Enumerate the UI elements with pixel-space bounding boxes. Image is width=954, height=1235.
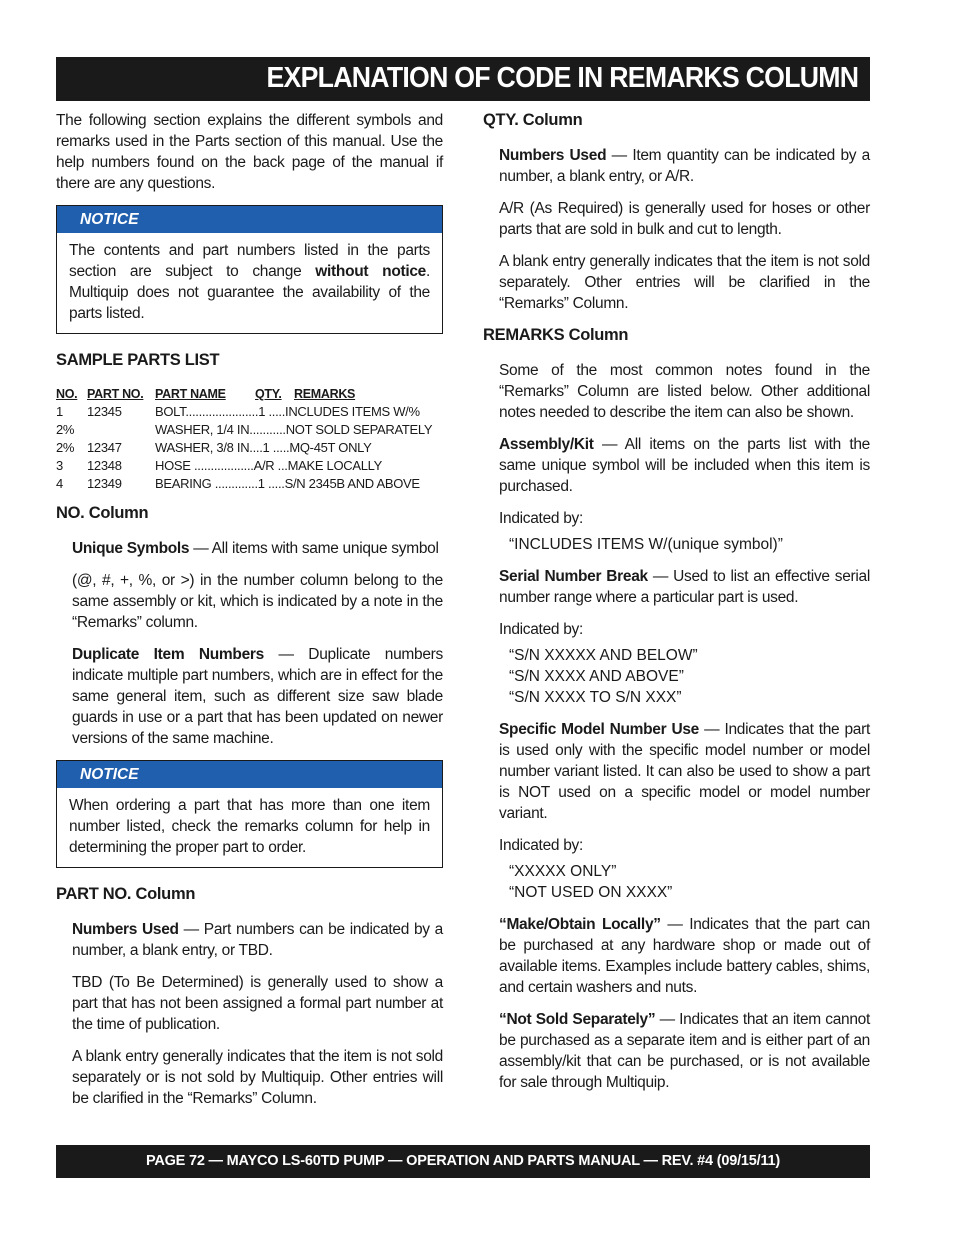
numbers-used-text: — Part numbers can be indicated by a number, a blank entry, or TBD. bbox=[72, 921, 444, 959]
notice-text-a: The contents and part numbers listed in the parts section are subject to change bbox=[69, 242, 430, 280]
not-sold-separately-label: “Not Sold Separately” bbox=[499, 1011, 656, 1028]
indicated-by-label: Indicated by: bbox=[499, 510, 583, 527]
not-sold-separately-text: — Indicates that an item cannot be purchased as a separate item and is either part of an assembly/kit that can be purchased, or is not available for sale through Multiquip. bbox=[499, 1011, 870, 1091]
row-line: WASHER, 1/4 IN...........NOT SOLD SEPARATELY bbox=[155, 422, 433, 437]
sample-parts-heading: SAMPLE PARTS LIST bbox=[56, 351, 220, 369]
model-number-text: — Indicates that the part is used only with the specific model number or model number variant listed. It can also be used to show a part is NOT used on a specific model or model number variant. bbox=[499, 721, 870, 822]
left-column bbox=[56, 110, 443, 1120]
part-no-column-body bbox=[56, 919, 443, 1109]
serial-break-text: — Used to list an effective serial number range where a particular part is used. bbox=[499, 568, 870, 606]
notice-box-1 bbox=[56, 205, 443, 334]
assembly-examples bbox=[499, 534, 870, 555]
model-number-label: Specific Model Number Use bbox=[499, 721, 699, 738]
qty-column-body bbox=[483, 145, 870, 314]
assembly-kit-text: — All items on the parts list with the same unique symbol will be included when this item is purchased. bbox=[499, 436, 870, 495]
row-no: 2% bbox=[56, 422, 75, 437]
serial-break-paragraph bbox=[499, 566, 870, 608]
notice-text-bold: without notice bbox=[315, 263, 426, 280]
col-header-part-name: PART NAME bbox=[155, 387, 226, 401]
notice-label: NOTICE bbox=[57, 761, 442, 788]
table-row bbox=[56, 403, 443, 421]
model-examples bbox=[499, 861, 870, 903]
col-header-no: NO. bbox=[56, 387, 78, 401]
row-line: HOSE ..................A/R ...MAKE LOCALLY bbox=[155, 458, 383, 473]
table-row bbox=[56, 439, 443, 457]
unique-symbols-paragraph bbox=[72, 538, 443, 559]
make-locally-text: — Indicates that the part can be purchased at any hardware shop or made out of available items. Examples include battery cables, shims, and certain washers and nuts. bbox=[499, 916, 870, 996]
table-row bbox=[56, 421, 443, 439]
indicated-by-label: Indicated by: bbox=[499, 837, 583, 854]
intro-paragraph: The following section explains the different symbols and remarks used in the Parts section of this manual. Use the help numbers found on the back page of the manual if there are any questions. bbox=[56, 112, 443, 192]
footer-text: PAGE 72 — MAYCO LS-60TD PUMP — OPERATION AND PARTS MANUAL — REV. #4 (09/15/11) bbox=[145, 1153, 781, 1169]
duplicate-text: — Duplicate numbers indicate multiple part numbers, which are in effect for the same general item, such as different size saw blade guards in use or a part that has been updated on newer versions of the same machine. bbox=[72, 646, 443, 747]
row-part-no: 12347 bbox=[87, 440, 122, 455]
duplicate-label: Duplicate Item Numbers bbox=[72, 646, 264, 663]
numbers-used-label: Numbers Used bbox=[499, 147, 607, 164]
table-row bbox=[56, 457, 443, 475]
model-number-paragraph bbox=[499, 719, 870, 824]
remarks-column-body bbox=[483, 360, 870, 1093]
remarks-column-heading: REMARKS Column bbox=[483, 326, 629, 344]
not-sold-separately-paragraph bbox=[499, 1009, 870, 1093]
notice-box-2 bbox=[56, 760, 443, 868]
qty-blank-paragraph: A blank entry generally indicates that the item is not sold separately. Other entries will be clarified in the “Remarks” Column. bbox=[499, 253, 870, 312]
row-part-no: 12349 bbox=[87, 476, 122, 491]
symbols-paragraph: (@, #, +, %, or >) in the number column belong to the same assembly or kit, which is indicated by a note in the “Remarks” column. bbox=[72, 572, 443, 631]
tbd-paragraph: TBD (To Be Determined) is generally used to show a part that has not been assigned a formal part number at the time of publication. bbox=[72, 974, 443, 1033]
notice-label: NOTICE bbox=[57, 206, 442, 233]
no-column-heading: NO. Column bbox=[56, 504, 149, 522]
table-header-row bbox=[56, 385, 443, 403]
notice-text: When ordering a part that has more than one item number listed, check the remarks column for help in determining the proper part to order. bbox=[69, 797, 430, 856]
remarks-intro-paragraph: Some of the most common notes found in the “Remarks” Column are listed below. Other additional notes needed to describe the item can also be shown. bbox=[499, 362, 870, 421]
example-line: “S/N XXXXX AND BELOW” bbox=[509, 647, 698, 664]
row-no: 3 bbox=[56, 458, 63, 473]
page-footer-bar bbox=[56, 1145, 870, 1178]
row-no: 1 bbox=[56, 404, 63, 419]
no-column-body bbox=[56, 538, 443, 749]
example-line: “INCLUDES ITEMS W/(unique symbol)” bbox=[509, 536, 783, 553]
row-no: 4 bbox=[56, 476, 63, 491]
make-locally-label: “Make/Obtain Locally” bbox=[499, 916, 661, 933]
make-locally-paragraph bbox=[499, 914, 870, 998]
col-header-qty: QTY. bbox=[255, 387, 282, 401]
duplicate-paragraph bbox=[72, 644, 443, 749]
col-header-remarks: REMARKS bbox=[294, 387, 356, 401]
indicated-by-label: Indicated by: bbox=[499, 621, 583, 638]
row-line: WASHER, 3/8 IN....1 .....MQ-45T ONLY bbox=[155, 440, 372, 455]
unique-symbols-text: — All items with same unique symbol bbox=[189, 540, 439, 557]
row-part-no: 12345 bbox=[87, 404, 122, 419]
blank-entry-paragraph: A blank entry generally indicates that the item is not sold separately or is not sold by Multiquip. Other entries will be clarified in the “Remarks” Column. bbox=[72, 1048, 443, 1107]
table-row bbox=[56, 475, 443, 493]
qty-column-heading: QTY. Column bbox=[483, 111, 583, 129]
assembly-kit-label: Assembly/Kit bbox=[499, 436, 594, 453]
example-line: “S/N XXXX TO S/N XXX” bbox=[509, 689, 682, 706]
serial-break-label: Serial Number Break bbox=[499, 568, 648, 585]
notice-text bbox=[57, 233, 442, 333]
row-line: BEARING .............1 .....S/N 2345B AND ABOVE bbox=[155, 476, 420, 491]
part-numbers-used-paragraph bbox=[72, 919, 443, 961]
row-part-no: 12348 bbox=[87, 458, 122, 473]
serial-examples bbox=[499, 645, 870, 708]
example-line: “S/N XXXX AND ABOVE” bbox=[509, 668, 684, 685]
unique-symbols-label: Unique Symbols bbox=[72, 540, 190, 557]
right-column bbox=[483, 110, 870, 1104]
notice-text-b: . Multiquip does not guarantee the availability of the parts listed. bbox=[69, 263, 431, 322]
example-line: “NOT USED ON XXXX” bbox=[509, 884, 673, 901]
assembly-kit-paragraph bbox=[499, 434, 870, 497]
row-line: BOLT......................1 .....INCLUDES ITEMS W/% bbox=[155, 404, 420, 419]
sample-parts-table bbox=[56, 385, 443, 493]
numbers-used-label: Numbers Used bbox=[72, 921, 179, 938]
example-line: “XXXXX ONLY” bbox=[509, 863, 617, 880]
page-header-bar bbox=[56, 57, 870, 101]
row-no: 2% bbox=[56, 440, 75, 455]
page-title: EXPLANATION OF CODE IN REMARKS COLUMN bbox=[266, 62, 858, 94]
col-header-part-no: PART NO. bbox=[87, 387, 144, 401]
numbers-used-text: — Item quantity can be indicated by a number, a blank entry, or A/R. bbox=[499, 147, 870, 185]
qty-numbers-used-paragraph bbox=[499, 145, 870, 187]
part-no-column-heading: PART NO. Column bbox=[56, 885, 196, 903]
ar-paragraph: A/R (As Required) is generally used for hoses or other parts that are sold in bulk and cut to length. bbox=[499, 200, 870, 238]
